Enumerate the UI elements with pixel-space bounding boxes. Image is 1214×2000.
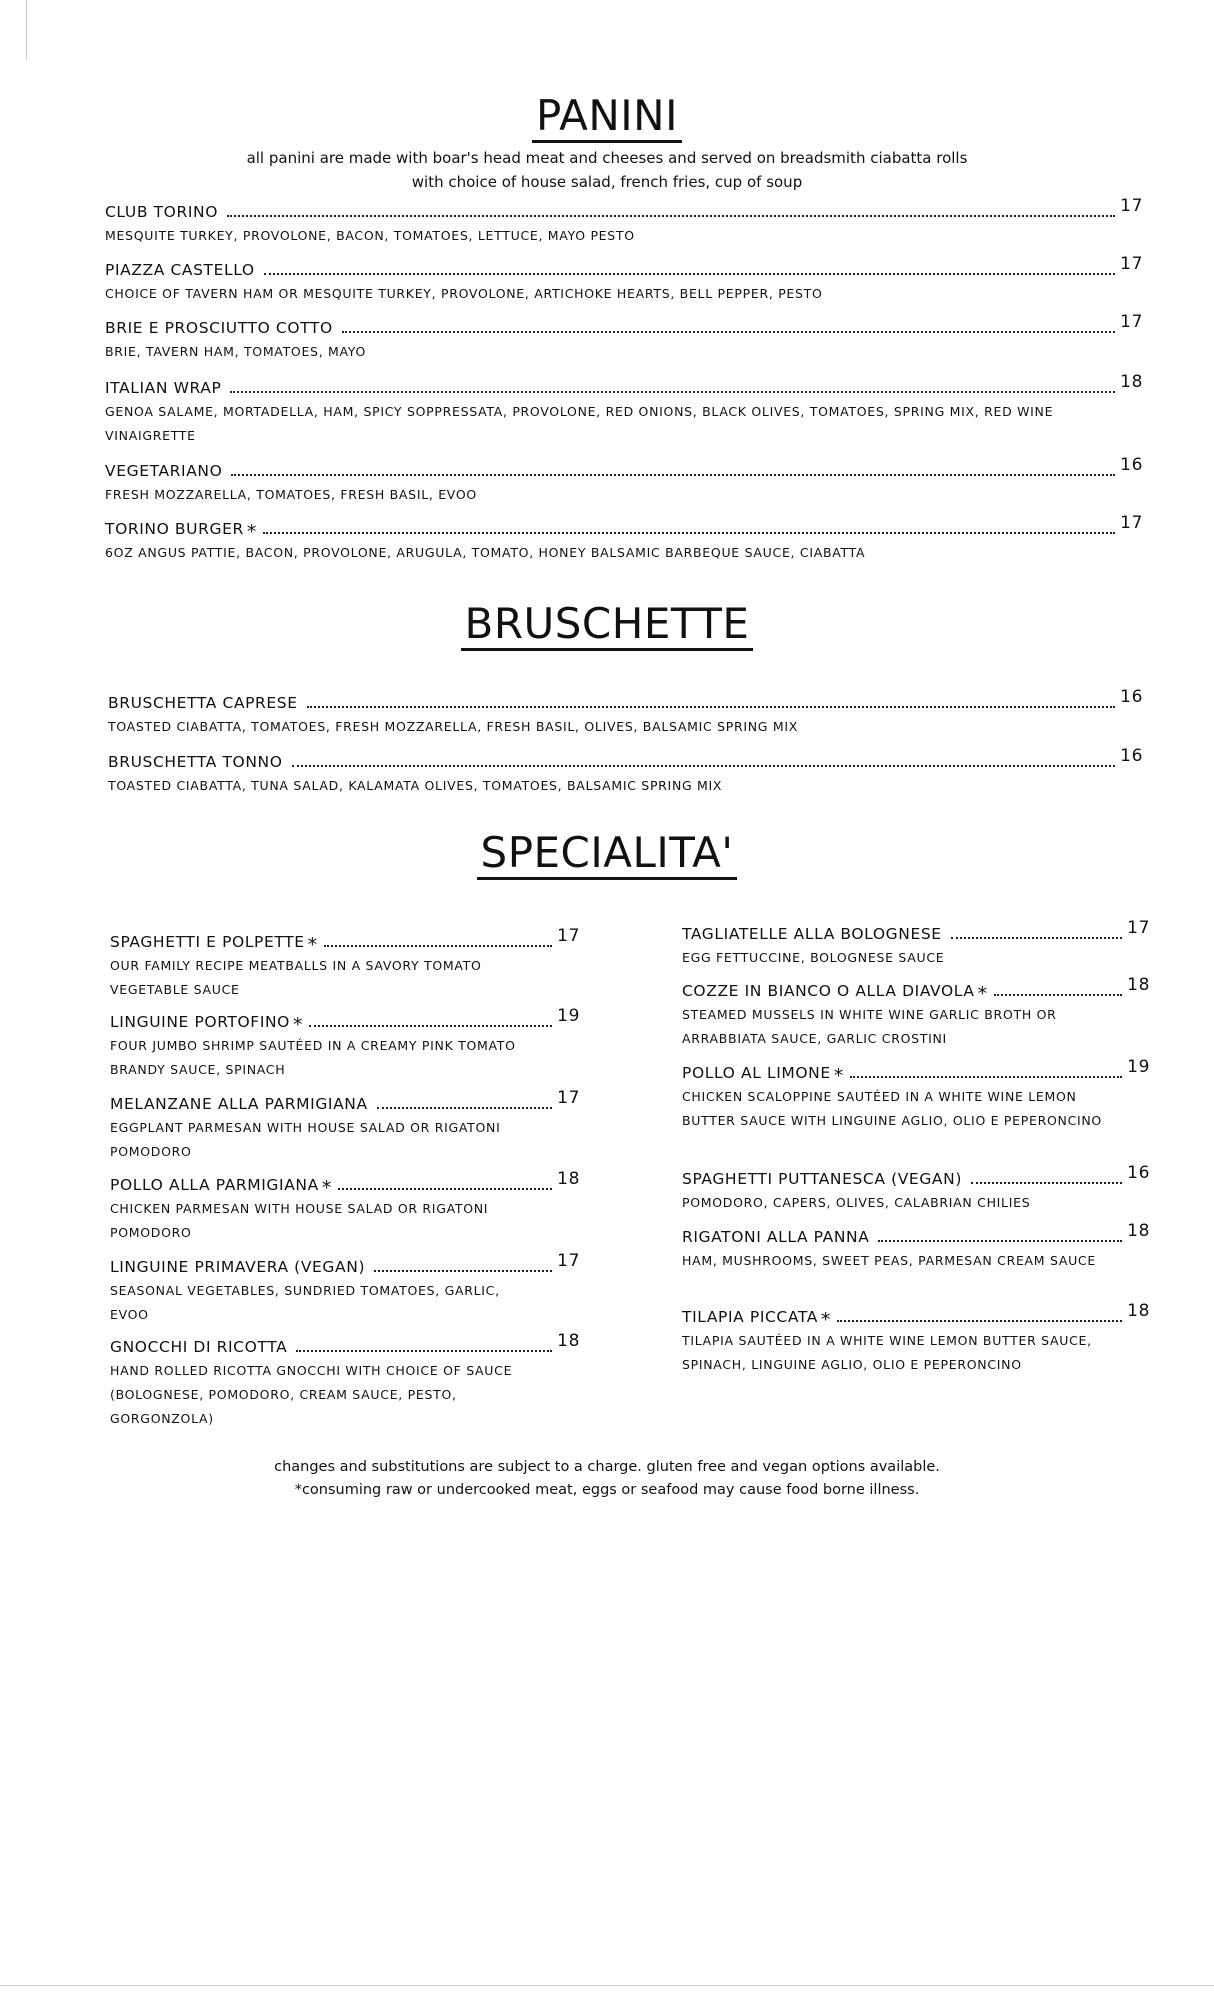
item-price: 18 — [1120, 372, 1143, 392]
scan-edge-left — [26, 0, 27, 60]
menu-item-tagliatelle-bolognese — [682, 918, 1150, 970]
panini-intro-line-2: with choice of house salad, french fries, cup of soup — [411, 173, 803, 191]
item-price: 17 — [1120, 196, 1143, 216]
menu-item-piazza-castello — [105, 254, 1143, 306]
panini-title — [0, 91, 1214, 143]
item-price: 17 — [1120, 254, 1143, 274]
item-description: HAM, MUSHROOMS, SWEET PEAS, PARMESAN CREAM SAUCE — [682, 1253, 1096, 1268]
item-price: 16 — [1127, 1163, 1150, 1183]
dot-leader — [264, 273, 1115, 275]
item-name: GNOCCHI DI RICOTTA — [110, 1338, 288, 1356]
menu-item-torino-burger — [105, 513, 1143, 565]
item-price: 18 — [1127, 975, 1150, 995]
item-description: GENOA SALAME, MORTADELLA, HAM, SPICY SOPPRESSATA, PROVOLONE, RED ONIONS, BLACK OLIVES, TOMATOES, SPRING MIX, RED WINE VINAIGRETTE — [105, 404, 1054, 443]
item-price: 17 — [557, 926, 580, 946]
item-price: 17 — [1127, 918, 1150, 938]
footer-line-2: *consuming raw or undercooked meat, eggs or seafood may cause food borne illness. — [294, 1482, 920, 1498]
item-price: 17 — [1120, 312, 1143, 332]
menu-item-linguine-primavera — [110, 1251, 580, 1327]
item-price: 18 — [1127, 1221, 1150, 1241]
dot-leader — [971, 1182, 1122, 1184]
raw-warning-star: * — [307, 934, 318, 956]
dot-leader — [296, 1350, 552, 1352]
item-description: MESQUITE TURKEY, PROVOLONE, BACON, TOMATOES, LETTUCE, MAYO PESTO — [105, 228, 635, 243]
item-name: LINGUINE PRIMAVERA (VEGAN) — [110, 1258, 366, 1276]
item-price: 16 — [1120, 746, 1143, 766]
item-price: 18 — [557, 1331, 580, 1351]
item-name: TORINO BURGER — [105, 520, 244, 538]
specialita-title-text: SPECIALITA' — [477, 832, 738, 880]
item-description: CHOICE OF TAVERN HAM OR MESQUITE TURKEY, PROVOLONE, ARTICHOKE HEARTS, BELL PEPPER, PESTO — [105, 286, 823, 301]
raw-warning-star: * — [833, 1065, 844, 1087]
menu-item-pollo-parmigiana — [110, 1169, 580, 1245]
dot-leader — [231, 474, 1115, 476]
raw-warning-star: * — [321, 1177, 332, 1199]
item-description: TOASTED CIABATTA, TOMATOES, FRESH MOZZARELLA, FRESH BASIL, OLIVES, BALSAMIC SPRING MIX — [108, 719, 798, 734]
item-price: 16 — [1120, 455, 1143, 475]
item-description: EGG FETTUCCINE, BOLOGNESE SAUCE — [682, 950, 945, 965]
menu-item-bruschetta-tonno — [108, 746, 1143, 798]
item-name: VEGETARIANO — [105, 462, 223, 480]
menu-item-spaghetti-puttanesca — [682, 1163, 1150, 1215]
item-price: 17 — [1120, 513, 1143, 533]
menu-item-melanzane — [110, 1088, 580, 1164]
item-name: LINGUINE PORTOFINO — [110, 1013, 290, 1031]
item-name: BRIE E PROSCIUTTO COTTO — [105, 319, 333, 337]
dot-leader — [850, 1076, 1122, 1078]
item-name: MELANZANE ALLA PARMIGIANA — [110, 1095, 368, 1113]
item-name: COZZE IN BIANCO O ALLA DIAVOLA — [682, 982, 975, 1000]
menu-item-brie-prosciutto — [105, 312, 1143, 364]
menu-item-cozze — [682, 975, 1150, 1051]
item-description: STEAMED MUSSELS IN WHITE WINE GARLIC BROTH OR ARRABBIATA SAUCE, GARLIC CROSTINI — [682, 1007, 1057, 1046]
item-name: PIAZZA CASTELLO — [105, 261, 255, 279]
item-description: EGGPLANT PARMESAN WITH HOUSE SALAD OR RIGATONI POMODORO — [110, 1120, 501, 1159]
menu-item-italian-wrap — [105, 372, 1143, 448]
item-price: 19 — [1127, 1057, 1150, 1077]
menu-item-club-torino — [105, 196, 1143, 248]
item-name: SPAGHETTI E POLPETTE — [110, 933, 305, 951]
item-price: 16 — [1120, 687, 1143, 707]
dot-leader — [324, 945, 552, 947]
scan-edge-bottom — [0, 1985, 1214, 1986]
menu-item-spaghetti-polpette — [110, 926, 580, 1002]
item-description: OUR FAMILY RECIPE MEATBALLS IN A SAVORY TOMATO VEGETABLE SAUCE — [110, 958, 482, 997]
item-description: TILAPIA SAUTÉED IN A WHITE WINE LEMON BUTTER SAUCE, SPINACH, LINGUINE AGLIO, OLIO E PEPERONCINO — [682, 1333, 1092, 1372]
item-description: CHICKEN SCALOPPINE SAUTÉED IN A WHITE WINE LEMON BUTTER SAUCE WITH LINGUINE AGLIO, OLIO E PEPERONCINO — [682, 1089, 1102, 1128]
panini-title-text: PANINI — [532, 95, 682, 143]
dot-leader — [338, 1188, 552, 1190]
dot-leader — [263, 532, 1115, 534]
specialita-title — [0, 828, 1214, 880]
dot-leader — [342, 331, 1115, 333]
item-price: 18 — [557, 1169, 580, 1189]
dot-leader — [837, 1320, 1122, 1322]
dot-leader — [374, 1270, 552, 1272]
item-name: TILAPIA PICCATA — [682, 1308, 818, 1326]
dot-leader — [878, 1240, 1122, 1242]
item-name: POLLO ALLA PARMIGIANA — [110, 1176, 319, 1194]
item-description: HAND ROLLED RICOTTA GNOCCHI WITH CHOICE OF SAUCE (BOLOGNESE, POMODORO, CREAM SAUCE, PESTO, GORGONZOLA) — [110, 1363, 513, 1426]
dot-leader — [227, 215, 1115, 217]
raw-warning-star: * — [246, 521, 257, 543]
item-name: ITALIAN WRAP — [105, 379, 222, 397]
dot-leader — [292, 765, 1116, 767]
dot-leader — [309, 1025, 552, 1027]
dot-leader — [994, 994, 1122, 996]
item-price: 19 — [557, 1006, 580, 1026]
menu-item-pollo-limone — [682, 1057, 1150, 1133]
item-description: FOUR JUMBO SHRIMP SAUTÉED IN A CREAMY PINK TOMATO BRANDY SAUCE, SPINACH — [110, 1038, 516, 1077]
menu-item-gnocchi-ricotta — [110, 1331, 580, 1431]
menu-item-vegetariano — [105, 455, 1143, 507]
item-description: BRIE, TAVERN HAM, TOMATOES, MAYO — [105, 344, 366, 359]
item-description: 6OZ ANGUS PATTIE, BACON, PROVOLONE, ARUGULA, TOMATO, HONEY BALSAMIC BARBEQUE SAUCE, CIABATTA — [105, 545, 866, 560]
item-name: CLUB TORINO — [105, 203, 218, 221]
item-name: TAGLIATELLE ALLA BOLOGNESE — [682, 925, 942, 943]
bruschette-title — [0, 599, 1214, 651]
panini-intro — [0, 146, 1214, 194]
item-description: TOASTED CIABATTA, TUNA SALAD, KALAMATA OLIVES, TOMATOES, BALSAMIC SPRING MIX — [108, 778, 723, 793]
menu-item-linguine-portofino — [110, 1006, 580, 1082]
dot-leader — [377, 1107, 552, 1109]
item-description: FRESH MOZZARELLA, TOMATOES, FRESH BASIL, EVOO — [105, 487, 477, 502]
raw-warning-star: * — [820, 1309, 832, 1331]
item-name: BRUSCHETTA CAPRESE — [108, 694, 298, 712]
item-price: 18 — [1127, 1301, 1150, 1321]
menu-footer — [0, 1456, 1214, 1502]
raw-warning-star: * — [292, 1014, 304, 1036]
dot-leader — [230, 391, 1115, 393]
bruschette-title-text: BRUSCHETTE — [461, 603, 754, 651]
item-description: POMODORO, CAPERS, OLIVES, CALABRIAN CHILIES — [682, 1195, 1031, 1210]
panini-intro-line-1: all panini are made with boar's head meat and cheeses and served on breadsmith ciabatta rolls — [246, 149, 968, 167]
item-description: SEASONAL VEGETABLES, SUNDRIED TOMATOES, GARLIC, EVOO — [110, 1283, 500, 1322]
item-name: RIGATONI ALLA PANNA — [682, 1228, 870, 1246]
item-price: 17 — [557, 1251, 580, 1271]
item-name: POLLO AL LIMONE — [682, 1064, 831, 1082]
footer-line-1: changes and substitutions are subject to a charge. gluten free and vegan options available. — [274, 1459, 940, 1475]
item-price: 17 — [557, 1088, 580, 1108]
item-name: BRUSCHETTA TONNO — [108, 753, 283, 771]
raw-warning-star: * — [977, 983, 988, 1005]
item-name: SPAGHETTI PUTTANESCA (VEGAN) — [682, 1170, 962, 1188]
item-description: CHICKEN PARMESAN WITH HOUSE SALAD OR RIGATONI POMODORO — [110, 1201, 489, 1240]
menu-item-bruschetta-caprese — [108, 687, 1143, 739]
menu-item-tilapia-piccata — [682, 1301, 1150, 1377]
dot-leader — [307, 706, 1116, 708]
dot-leader — [951, 937, 1122, 939]
menu-item-rigatoni-panna — [682, 1221, 1150, 1273]
